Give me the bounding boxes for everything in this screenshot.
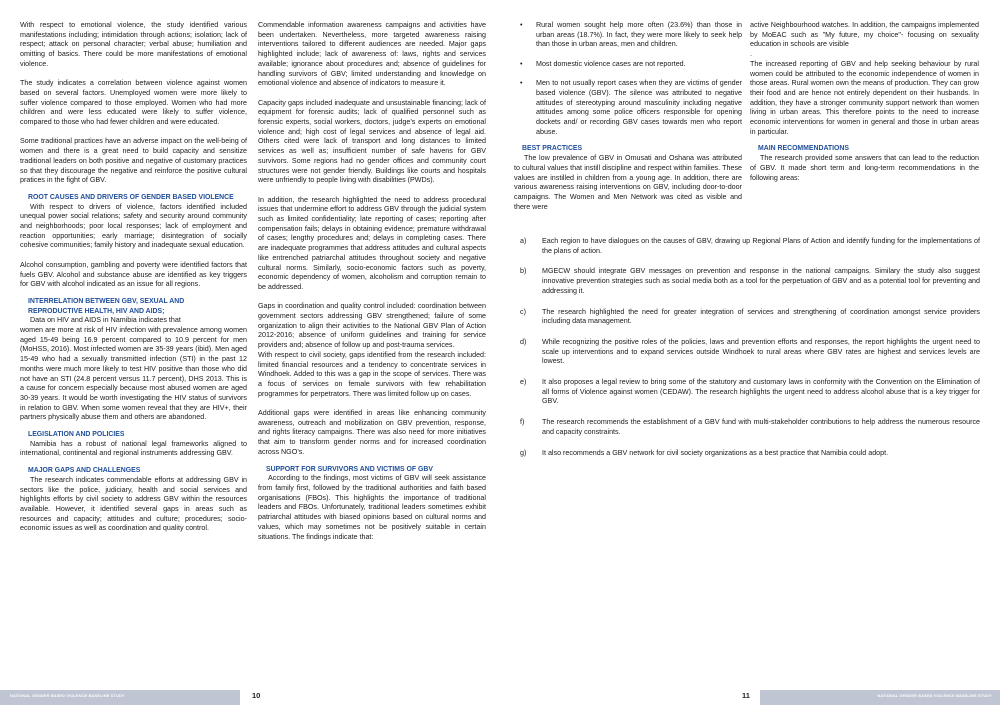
item-letter: f) [520,418,525,427]
heading-main-recommendations: MAIN RECOMMENDATIONS [758,145,849,153]
paragraph: women are more at risk of HIV infection with prevalence among women aged 15-49 being 16.9 percent compared to 10.9 percent for men (MoHSS, 2016). Most infected women are 35-39 years (ibid). Men aged 15-49 who had a sexually transmitted infection (STI) in the past 12 months were much more likely to test HIV positive than those who did not have an STI (24.8 percent versus 11.7 percent), DHS 2013. This is a cause for concern especially because most abused women are aged 30-39 years. It would be worth investigating the HIV status of survivors in relation to GBV. When some women reveal that they are HIV+, their partners physically abuse them and others are abandoned. [20,326,247,422]
list-item [514,338,980,367]
paragraph: Some traditional practices have an adverse impact on the well-being of women and there is a great need to build capacity and sensitize traditional leaders on both positive and negative of customary practices so that they discourage the negative and reinforce the positive cultural pratices in the fight of GBV. [20,137,247,185]
list-item: • Rural women sought help more often (23.6%) than those in urban areas (18.7%). In fact, they were more likely to seek help than those in urban areas, men and children. [514,21,742,50]
footer-label-right: NATIONAL GENDER BASED VIOLENCE BASELINE STUDY [877,694,992,698]
paragraph: With respect to drivers of violence, factors identified included unequal power social relations; safety and security around community and neighborhoods; poor local responses; lack of employment and reaction opportunities; early marriage; disintegration of socially cohesive communities; family history and inadequate sexual education. [20,202,247,250]
list-item: • Men to not usually report cases when they are victims of gender based violence (GBV). The silence was attributed to negative attitudes of stereotyping around masculinity including negative attitudes among some police officers responsible for opening dockets and/ or recording GBV cases towards men who report abuse. [514,79,742,137]
footer-label-left: NATIONAL GENDER BASED VIOLENCE BASELINE STUDY [10,694,125,698]
item-text: MGECW should integrate GBV messages on prevention and response in the national campaigns. Similary the study also suggest innovative prevention strategies such as social media both as a tool for the perpetuation of GBV and as a potential tool for preventing and addressing it. [542,267,980,295]
paragraph: Gaps in coordination and quality control included: coordination between government sectors addressing GBV strengthened; failure of some organization to align their activities to the National GBV Plan of Action 2012-2016; absence of uniform guidelines and training for service providers and; absence of follow up and post-trauma services. [258,302,486,350]
item-letter: a) [520,237,527,245]
item-letter: e) [520,378,527,387]
paragraph: With respect to emotional violence, the study identified various manifestations including; intimidation through actions; isolation; lack of respect; attack on personal character; verbal abuse; humiliation and omitting of basics. There could be more manifestations of emotional violence. [20,21,247,68]
item-letter: b) [520,267,527,276]
heading-major-gaps: MAJOR GAPS AND CHALLENGES [28,467,141,475]
paragraph: The study indicates a correlation between violence against women based on several factors. Unemployed women were more likely to suffer violence compared to those employed. Women who had more children and were less educated were likely to suffer violence, compared to those who had fewer children and were educated. [20,79,247,127]
paragraph: In addition, the research highlighted the need to address procedural issues that undermine effort to address GBV through the judicial system such as limited confidentiality; late reporting of cases; reporting after compensation fails; delays in obtaining evidence; premature withdrawal of cases; lengthy procedures and; delays in completing cases. There are inadequate programmes that address attitudes and cultural aspects like entrenched patriarchal attitudes throughout society and negative cultural norms. Similarly, socio-economic factors such as poverty, economic dependency of women, alcoholism and corruption remain to be addressed. [258,195,486,291]
footer-band-left [0,690,240,705]
item-text: The research recommends the establishment of a GBV fund with multi-stakeholder contributions to help address the numerous resource and capacity constraints. [542,418,980,436]
item-text: Each region to have dialogues on the causes of GBV, drawing up Regional Plans of Action and identify funding for the implementations of the plans of action. [542,237,980,255]
paragraph: Commendable information awareness campaigns and activities have been undertaken. Nevertheless, more targeted awareness raising interventions tailored to different audiences are needed. Major gaps highlighted include; lack of awareness of: laws, rights and services available; ignorance about procedures and; absence of guidelines for handling survivors of GBV; limited understanding and knowledge on emotional violence and absence of indicators to measure it. [258,21,486,88]
paragraph: Alcohol consumption, gambling and poverty were identified factors that fuels GBV. Alcohol and substance abuse are identified as key triggers for GBV with alcohol indicated as an issue for all regions. [20,260,247,289]
column-2 [258,21,486,542]
list-item [514,449,980,459]
heading-interrelation: INTERRELATION BETWEEN GBV, SEXUAL AND [28,297,185,305]
item-letter: c) [520,307,526,316]
item-letter: g) [520,448,527,457]
paragraph: Additional gaps were identified in areas like enhancing community awareness, outreach and mobilization on GBV prevention, response, and rights literacy campaigns. There was also need for more initiatives that aim to transform gender norms and for increased coordination across NGO’s. [258,409,486,456]
paragraph: active Neighbourhood watches. In addition, the campaigns implemented by MoEAC such as "My future, my choice"- focusing on sexuality education in schools are visible [750,21,979,49]
column-4 [750,21,979,183]
item-text: While recognizing the positive roles of the policies, laws and prevention efforts and responses, the report highlights the urgent need to scale up interventions and to expand services outside Windhoek to rural areas where GBV rates are highest and services levels are lowest. [542,337,980,366]
list-item [514,418,980,437]
item-text: It also recommends a GBV network for civil society organizations as a best practice that Namibia could adopt. [542,448,889,457]
findings-list [514,21,742,137]
paragraph: The low prevalence of GBV in Omusati and Oshana was attributed to cultural values that instill discipline and respect within families. These values are instilled in children from a young age. In addition, there are various awareness raising interventions on GBV, including door-to-door campaigns. The Women and Men Network was cited as visible and there were [514,154,742,211]
paragraph: Capacity gaps included inadequate and unsustainable financing; lack of equipment for forensic audits; lack of qualified personnel such as forensic experts, social workers, doctors, judge’s experts on emotional violence and; high cost of legal services and absence of legal aid. Others cited were lack of transport and long distances to limited services as well as; insufficient number of safe havens for GBV survivors. Some regions had no gender offices and community court structures were not gender friendly. Buildings like courts and hospitals were unfriendly to people living with disabilities (PWDs). [258,98,486,185]
paragraph: With respect to civil society, gaps identified from the research included: limited financial resources and a tendency to concentrate services in Windhoek. Added to this was a gap in the scope of services. There was a focus of services on female survivors with few rehabilitation programmes for perpetrators. There was limited follow up on cases. [258,350,486,398]
list-item: • Most domestic violence cases are not reported. [514,60,742,70]
list-item [514,267,980,296]
heading-best-practices: BEST PRACTICES [522,145,583,153]
paragraph: The research provided some answers that can lead to the reduction of GBV. It made short term and long-term recommendations in the following areas: [750,154,979,182]
recommendations-list [514,237,980,458]
paragraph: According to the findings, most victims of GBV will seek assistance from family first, followed by the traditional authorities and faith based organisations (FBOs). This highlights the importance of traditional leaders and FBOs. Unfortunately, traditional leaders sometimes exhibit patriarchal attitudes with biased opinions based on cultural norms and values, which may sometimes not be positively suitable in certain situations. The findings indicate that: [258,474,486,541]
footer-band-right [760,690,1000,705]
list-item [514,237,980,256]
heading-root-causes: ROOT CAUSES AND DRIVERS OF GENDER BASED VIOLENCE [28,193,234,201]
column-1 [20,21,247,534]
heading-support-survivors: SUPPORT FOR SURVIVORS AND VICTIMS OF GBV [266,465,433,473]
column-3 [514,21,742,212]
item-letter: d) [520,337,527,346]
heading-interrelation-line2: REPRODUCTIVE HEALTH, HIV AND AIDS; [28,307,165,315]
item-text: The research highlighted the need for greater integration of services and strengthening of coordination amongst service providers including data management. [542,307,980,326]
page-number-left: 10 [252,691,261,700]
page-number-right: 11 [742,691,750,700]
heading-legislation: LEGISLATION AND POLICIES [28,431,125,439]
stray-period: . [750,50,752,59]
item-text: It also proposes a legal review to bring some of the statutory and customary laws in conformity with the Convention on the Elimination of all forms of Violence against women (CEDAW). The research highlights the urgent need to address alcohol abuse that is a key trigger for GBV. [542,378,980,406]
list-item [514,308,980,327]
paragraph: The research indicates commendable efforts at addressing GBV in sectors like the police, judiciary, health and social services and highlights efforts by civil society to address GBV within the resources available. However, it identified several gaps in areas such as resources and capacity; attitudes and culture; procedures; socio-economic issues as well as coordination and quality control. [20,475,247,533]
paragraph: Namibia has a robust of national legal frameworks aligned to international, continental and regional instruments addressing GBV. [20,439,247,458]
paragraph: Data on HIV and AIDS in Namibia indicates that [30,316,181,325]
paragraph: The increased reporting of GBV and help seeking behaviour by rural women could be attributed to the economic independence of women in those areas. Rural women own the means of production. They can grow their food and are hence not entirely dependent on their husbands. In addition, they have a stronger community support network than women living in urban areas. This therefore points to the need to increase economic interventions for women in general and those in urban areas in particular. [750,59,979,136]
list-item [514,378,980,407]
